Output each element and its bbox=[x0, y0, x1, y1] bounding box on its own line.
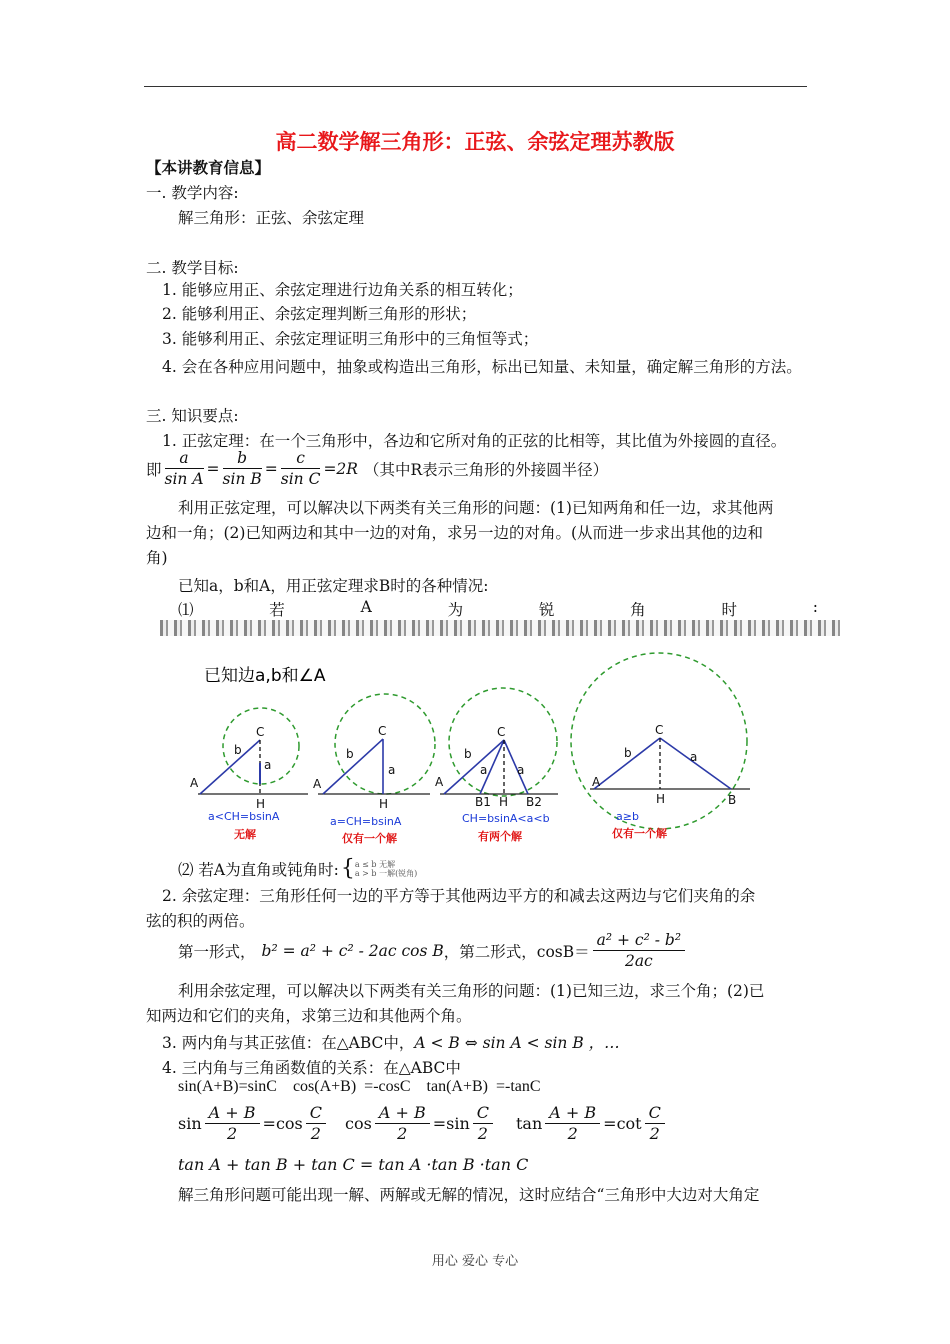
section1-body: 解三角形：正弦、余弦定理 bbox=[178, 209, 365, 227]
header-rule bbox=[144, 86, 807, 87]
svg-text:H: H bbox=[656, 792, 666, 806]
svg-text:a: a bbox=[388, 763, 396, 777]
goal-item: 2. 能够利用正、余弦定理判断三角形的形状； bbox=[162, 305, 477, 323]
circle-2 bbox=[335, 694, 435, 794]
baselines bbox=[198, 789, 750, 794]
svg-text:仅有一个解: 仅有一个解 bbox=[342, 832, 397, 845]
page-title: 高二数学解三角形：正弦、余弦定理苏教版 bbox=[275, 130, 675, 154]
info-heading: 【本讲教育信息】 bbox=[146, 158, 271, 177]
svg-text:A: A bbox=[313, 777, 322, 791]
scan-artifact bbox=[160, 620, 840, 636]
form2-fraction: $\frac{\text{a² + c² - b²}}{2ac}$ bbox=[593, 930, 685, 971]
svg-text:b: b bbox=[234, 743, 242, 757]
figure-heading: 已知边a,b和∠A bbox=[204, 666, 326, 686]
fraction-c-sinC: $\frac{c}{\text{sin C}}$ bbox=[280, 449, 321, 488]
sine-law-rhs: =2R bbox=[323, 459, 358, 478]
cos-law-line1: 2. 余弦定理：三角形任何一边的平方等于其他两边平方的和减去这两边与它们夹角的余 bbox=[162, 887, 756, 905]
goal-item: 3. 能够利用正、余弦定理证明三角形中的三角恒等式； bbox=[162, 330, 539, 348]
svg-text:a≥b: a≥b bbox=[616, 810, 639, 823]
cos-law-line2: 弦的积的两倍。 bbox=[146, 912, 255, 930]
sine-use-line3: 角) bbox=[146, 549, 168, 567]
item3: 3. 两内角与其正弦值：在△ABC中，A < B ⇔ sin A < sin B ，… bbox=[162, 1034, 620, 1052]
sine-law-note: （其中R表示三角形的外接圆半径） bbox=[363, 460, 609, 479]
known-statement: 已知a，b和A，用正弦定理求B时的各种情况: bbox=[178, 577, 489, 595]
fraction-b-sinB: $\frac{b}{\text{sin B}}$ bbox=[222, 449, 262, 488]
fraction-a-sinA: $\frac{a}{\text{sin A}}$ bbox=[164, 449, 204, 488]
svg-text:a: a bbox=[480, 763, 488, 777]
form1-label: 第一形式， bbox=[178, 942, 256, 961]
svg-text:B2: B2 bbox=[526, 795, 542, 809]
case-conditions bbox=[208, 810, 639, 828]
svg-text:A: A bbox=[190, 776, 199, 790]
case2-brace: a ≤ b 无解 a > b 一解(锐角) bbox=[354, 859, 418, 878]
cos-law-forms bbox=[178, 930, 688, 971]
cos-use-line2: 知两边和它们的夹角，求第三边和其他两个角。 bbox=[146, 1007, 472, 1025]
svg-text:C: C bbox=[256, 725, 265, 739]
case1-line: ⑴ 若 A 为 锐 角 时 : bbox=[178, 598, 818, 619]
sine-use-line1: 利用正弦定理，可以解决以下两类有关三角形的问题：(1)已知两角和任一边，求其他两 bbox=[178, 499, 774, 517]
svg-text:CH=bsinA<a<b: CH=bsinA<a<b bbox=[462, 812, 550, 825]
sine-law-formula: 即 $\frac{a}{\text{sin A}}$ = $\frac{b}{\text{sin B}}$ = $\frac{c}{\text{sin C}}$ =2R （其中R表示三角形的外接圆半径） bbox=[146, 449, 609, 488]
svg-text:a: a bbox=[517, 763, 525, 777]
ji-text: 即 bbox=[146, 460, 162, 479]
goal-item: 1. 能够应用正、余弦定理进行边角关系的相互转化； bbox=[162, 281, 523, 299]
svg-text:b: b bbox=[624, 746, 632, 760]
page-footer: 用心 爱心 专心 bbox=[431, 1254, 519, 1269]
form1-formula: b² = a² + c² - 2ac cos B bbox=[261, 941, 444, 960]
svg-text:A: A bbox=[592, 775, 601, 789]
identity-row2: sin $\frac{A + B}{2}$ =cos $\frac{C}{2}$ cos $\frac{A + B}{2}$ =sin $\frac{C}{2}$ tan $\frac{A + B}{2}$ =cot $\frac{C}{2}$ bbox=[178, 1103, 668, 1144]
svg-text:H: H bbox=[499, 795, 509, 809]
svg-text:B: B bbox=[728, 793, 737, 807]
section3-heading: 三. 知识要点: bbox=[146, 407, 239, 425]
section1-heading: 一. 教学内容: bbox=[146, 184, 239, 202]
svg-text:a: a bbox=[264, 758, 272, 772]
svg-text:A: A bbox=[435, 775, 444, 789]
case-results bbox=[234, 826, 668, 845]
case2-line: ⑵ 若A为直角或钝角时: { a ≤ b 无解 a > b 一解(锐角) bbox=[178, 856, 418, 881]
svg-text:b: b bbox=[464, 747, 472, 761]
sine-use-line2: 边和一角；(2)已知两边和其中一边的对角，求另一边的对角。(从而进一步求出其他的边和 bbox=[146, 524, 764, 542]
item3-formula: A < B ⇔ sin A < sin B ，… bbox=[414, 1034, 620, 1052]
identity-row3: tan A + tan B + tan C = tan A ·tan B ·tan C bbox=[178, 1155, 529, 1174]
svg-text:无解: 无解 bbox=[234, 828, 256, 841]
section2-heading: 二. 教学目标: bbox=[146, 259, 239, 277]
svg-text:b: b bbox=[346, 747, 354, 761]
sine-law-statement: 1. 正弦定理：在一个三角形中，各边和它所对角的正弦的比相等，其比值为外接圆的直径。 bbox=[162, 432, 787, 450]
form2-label: ，第二形式，cosB＝ bbox=[443, 942, 590, 961]
svg-text:a=CH=bsinA: a=CH=bsinA bbox=[330, 815, 402, 828]
vertex-labels bbox=[190, 723, 736, 811]
case2-text: ⑵ 若A为直角或钝角时: bbox=[178, 860, 339, 879]
last-line: 解三角形问题可能出现一解、两解或无解的情况，这时应结合“三角形中大边对大角定 bbox=[178, 1186, 760, 1204]
svg-text:有两个解: 有两个解 bbox=[478, 830, 522, 843]
sine-law-cases-figure bbox=[190, 648, 760, 853]
item4: 4. 三内角与三角函数值的关系：在△ABC中 bbox=[162, 1059, 461, 1077]
svg-text:B1: B1 bbox=[475, 795, 491, 809]
svg-text:C: C bbox=[378, 724, 387, 738]
cos-use-line1: 利用余弦定理，可以解决以下两类有关三角形的问题：(1)已知三边，求三个角；(2)已 bbox=[178, 982, 765, 1000]
svg-text:a: a bbox=[690, 750, 698, 764]
svg-text:a<CH=bsinA: a<CH=bsinA bbox=[208, 810, 280, 823]
svg-text:仅有一个解: 仅有一个解 bbox=[612, 827, 667, 840]
svg-text:H: H bbox=[256, 797, 266, 811]
identity-row1: sin(A+B)=sinC cos(A+B) =-cosC tan(A+B) =-tanC bbox=[178, 1078, 541, 1095]
svg-text:C: C bbox=[497, 725, 506, 739]
svg-text:C: C bbox=[655, 723, 664, 737]
goal-item: 4. 会在各种应用问题中，抽象或构造出三角形，标出已知量、未知量，确定解三角形的方法。 bbox=[162, 358, 802, 376]
svg-text:H: H bbox=[379, 797, 389, 811]
